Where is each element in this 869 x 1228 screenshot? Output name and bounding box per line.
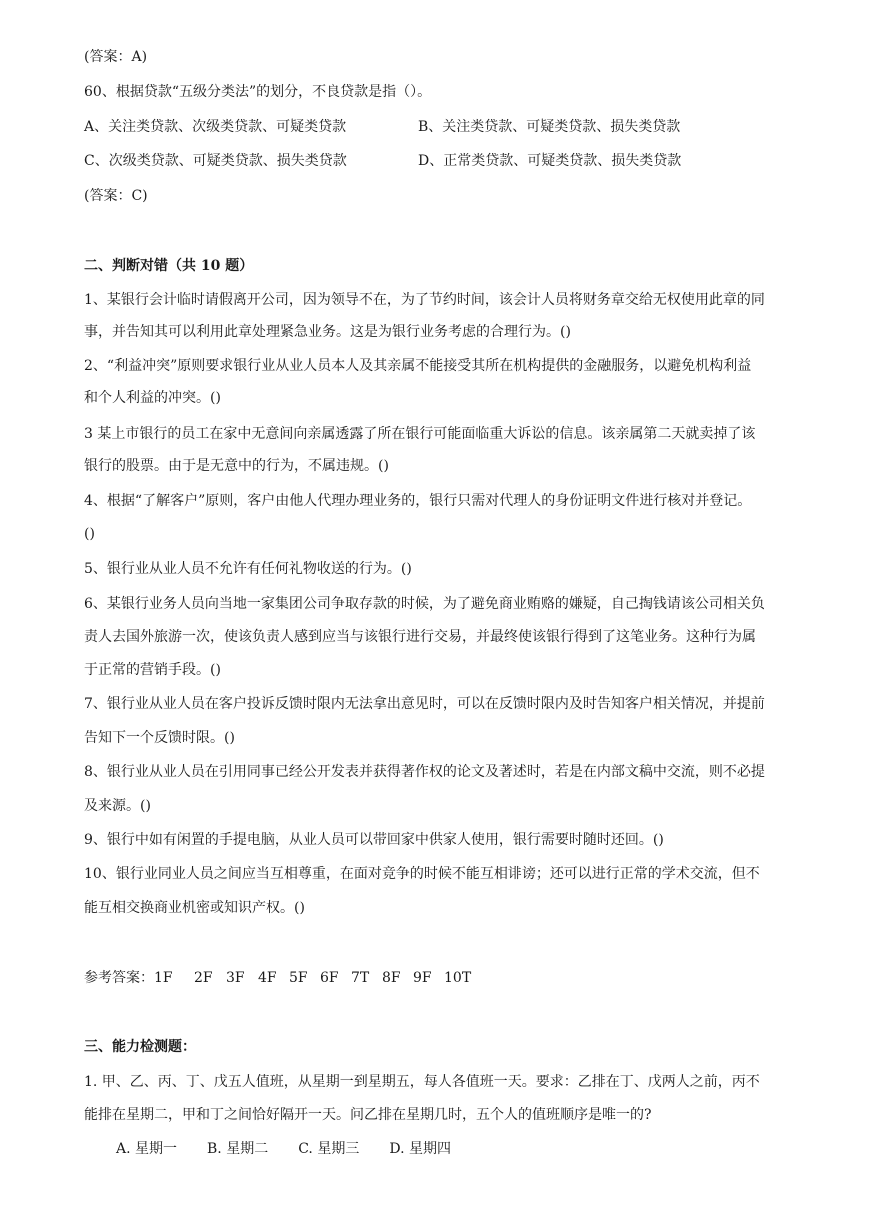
judge-item-line: 10、银行业同业人员之间应当互相尊重，在面对竞争的时候不能互相诽谤；还可以进行正常的学术交流，但不 [84,866,760,882]
q60-option-a: A、关注类贷款、次级类贷款、可疑类贷款 [84,119,347,135]
answer-item: 6F [320,970,339,986]
question-60: 60、根据贷款“五级分类法”的划分，不良贷款是指（）。 [84,84,432,100]
answer-item: 8F [382,970,401,986]
judge-item-line: 6、某银行业务人员向当地一家集团公司争取存款的时候，为了避免商业贿赂的嫌疑，自己掏钱请该公司相关负 [84,596,765,612]
answer-item: 2F [194,970,213,986]
q1-line: 能排在星期二，甲和丁之间恰好隔开一天。问乙排在星期几时，五个人的值班顺序是唯一的? [84,1107,652,1123]
answer-item: 5F [289,970,308,986]
judge-item-line: 2、“利益冲突”原则要求银行业从业人员本人及其亲属不能接受其所在机构提供的金融服务，以避免机构利益 [84,358,752,374]
judge-item-line: 5、银行业从业人员不允许有任何礼物收送的行为。() [84,561,412,577]
answer-item: 1F [154,970,173,986]
answer-item: 3F [226,970,245,986]
judge-item-line: 及来源。() [84,798,151,814]
answers-label: 参考答案： [84,970,154,986]
judge-item-line: 银行的股票。由于是无意中的行为，不属违规。() [84,458,389,474]
judge-item-line: 于正常的营销手段。() [84,662,221,678]
judge-item-line: 3 某上市银行的员工在家中无意间向亲属透露了所在银行可能面临重大诉讼的信息。该亲属第二天就卖掉了该 [84,426,756,442]
reference-answers [84,968,471,988]
answer-item: 4F [258,970,277,986]
judge-item-line: 1、某银行会计临时请假离开公司，因为领导不在，为了节约时间，该会计人员将财务章交给无权使用此章的同 [84,292,765,308]
judge-item-line: 4、根据“了解客户”原则，客户由他人代理办理业务的，银行只需对代理人的身份证明文件进行核对并登记。 [84,493,752,509]
judge-item-line: 告知下一个反馈时限。() [84,730,235,746]
q1-option-b: B. 星期二 [207,1141,269,1157]
q1-line: 1. 甲、乙、丙、丁、戊五人值班，从星期一到星期五，每人各值班一天。要求：乙排在丁、戊两人之前，丙不 [84,1074,760,1090]
judge-item-line: 8、银行业从业人员在引用同事已经公开发表并获得著作权的论文及著述时，若是在内部文稿中交流，则不必提 [84,764,765,780]
judge-item-line: 7、银行业从业人员在客户投诉反馈时限内无法拿出意见时，可以在反馈时限内及时告知客户相关情况，并提前 [84,696,765,712]
answer-item: 9F [413,970,432,986]
judge-item-line: 和个人利益的冲突。() [84,390,221,406]
section-3-heading: 三、能力检测题： [84,1039,196,1055]
answer-item: 10T [444,970,472,986]
judge-item-line: 能互相交换商业机密或知识产权。() [84,900,305,916]
q1-option-d: D. 星期四 [389,1141,451,1157]
judge-item-line: 责人去国外旅游一次，使该负责人感到应当与该银行进行交易，并最终使该银行得到了这笔业务。这种行为属 [84,629,756,645]
q1-option-a: A. 星期一 [116,1141,178,1157]
judge-item-line: () [84,526,95,542]
answer-item: 7T [351,970,370,986]
judge-item-line: 9、银行中如有闲置的手提电脑，从业人员可以带回家中供家人使用，银行需要时随时还回。() [84,832,664,848]
q60-option-d: D、正常类贷款、可疑类贷款、损失类贷款 [418,153,682,169]
answer-q60: (答案：C) [84,188,148,204]
section-2-heading: 二、判断对错（共 10 题） [84,258,254,274]
answer-prev: (答案：A) [84,49,148,65]
judge-item-line: 事，并告知其可以利用此章处理紧急业务。这是为银行业务考虑的合理行为。() [84,324,571,340]
q1-options [116,1139,481,1159]
q60-option-c: C、次级类贷款、可疑类贷款、损失类贷款 [84,153,347,169]
q60-option-b: B、关注类贷款、可疑类贷款、损失类贷款 [418,119,681,135]
q1-option-c: C. 星期三 [298,1141,360,1157]
